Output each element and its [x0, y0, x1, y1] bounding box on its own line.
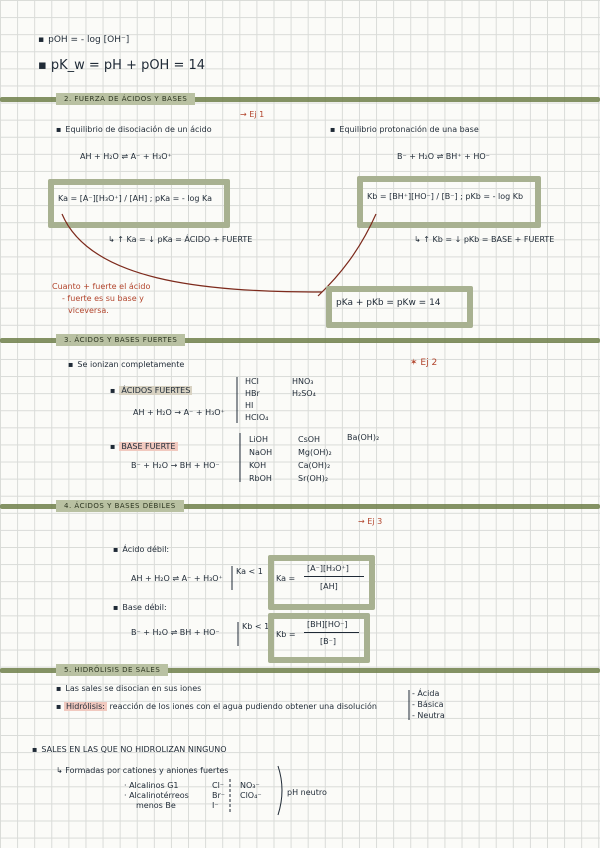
cation-list: · Alcalinos G1 · Alcalinotérreos menos Be — [124, 781, 189, 810]
weak-acid-label: ▪ Ácido débil: — [113, 545, 169, 554]
ka-formula: Ka = [A⁻][H₃O⁺] / [AH] ; pKa = - log Ka — [58, 194, 213, 203]
weak-acid-equation: AH + H₂O ⇌ A⁻ + H₃O⁺ — [131, 574, 223, 583]
weak-acid-condition: Ka < 1 — [236, 567, 263, 576]
strong-acids-list-2: HNO₃ H₂SO₄ — [292, 377, 316, 398]
weak-kb-denominator: [B⁻] — [320, 637, 336, 646]
section-3-title: 3. ÁCIDOS Y BASES FUERTES — [56, 334, 185, 346]
weak-kb-numerator: [BH][HO⁻] — [307, 620, 348, 629]
strength-note-line1: Cuanto + fuerte el ácido — [52, 282, 151, 291]
strong-intro: ▪ Se ionizan completamente — [68, 360, 184, 369]
exercise-ref: → Ej 1 — [240, 110, 265, 119]
non-hydrolyzing-heading: ▪ SALES EN LAS QUE NO HIDROLIZAN NINGUNO — [32, 745, 227, 754]
section-4-title: 4. ÁCIDOS Y BASES DÉBILES — [56, 500, 184, 512]
strong-acids-label: ▪ ÁCIDOS FUERTES — [110, 386, 192, 395]
weak-base-label: ▪ Base débil: — [113, 603, 167, 612]
strong-acids-list: HCl HBr HI HClO₄ — [245, 377, 269, 422]
weak-base-condition: Kb < 1 — [242, 622, 270, 631]
section-5-title: 5. HIDRÓLISIS DE SALES — [56, 664, 168, 676]
strength-note-line2: - fuerte es su base y — [62, 294, 144, 303]
weak-ka-lhs: Ka = — [276, 574, 296, 583]
section-2-title: 2. FUERZA DE ÁCIDOS Y BASES — [56, 93, 195, 105]
fraction-bar — [304, 576, 364, 577]
base-equation: B⁻ + H₂O ⇌ BH⁺ + HO⁻ — [397, 152, 490, 161]
strong-acid-equation: AH + H₂O → A⁻ + H₃O⁺ — [133, 408, 225, 417]
ph-neutral: pH neutro — [287, 788, 327, 797]
strong-base-equation: B⁻ + H₂O → BH + HO⁻ — [131, 461, 220, 470]
exercise-ref: ✶ Ej 2 — [410, 358, 438, 368]
pkw-formula: ▪ pK_w = pH + pOH = 14 — [38, 58, 205, 73]
kb-formula: Kb = [BH⁺][HO⁻] / [B⁻] ; pKb = - log Kb — [367, 192, 524, 201]
solution-types: - Ácida - Básica - Neutra — [412, 689, 445, 720]
pk-sum-formula: pKa + pKb = pKw = 14 — [336, 298, 441, 308]
fraction-bar — [304, 632, 359, 633]
acid-equation: AH + H₂O ⇌ A⁻ + H₃O⁺ — [80, 152, 172, 161]
hydrolysis-definition: ▪ Hidrólisis: reacción de los iones con el agua pudiendo obtener una disolución — [56, 702, 377, 711]
strong-base-label: ▪ BASE FUERTE — [110, 442, 178, 451]
base-protonation-heading: ▪ Equilibrio protonación de una base — [330, 125, 479, 134]
strong-bases-list-2: CsOH Mg(OH)₂ Ca(OH)₂ Sr(OH)₂ — [298, 435, 332, 483]
salts-dissociate: ▪ Las sales se disocian en sus iones — [56, 684, 201, 693]
strong-bases-list-3: Ba(OH)₂ — [347, 433, 380, 442]
formed-by-line: ↳ Formadas por cationes y aniones fuertes — [56, 766, 229, 775]
base-strength-note: ↳ ↑ Kb = ↓ pKb = BASE + FUERTE — [414, 235, 555, 244]
strong-bases-list: LiOH NaOH KOH RbOH — [249, 435, 273, 483]
exercise-ref: → Ej 3 — [358, 517, 383, 526]
anion-list: Cl⁻ Br⁻ I⁻ — [212, 781, 225, 810]
acid-dissociation-heading: ▪ Equilibrio de disociación de un ácido — [56, 125, 212, 134]
weak-ka-denominator: [AH] — [320, 582, 338, 591]
strength-note-line3: viceversa. — [68, 306, 109, 315]
weak-base-equation: B⁻ + H₂O ⇌ BH + HO⁻ — [131, 628, 220, 637]
weak-ka-numerator: [A⁻][H₃O⁺] — [307, 564, 349, 573]
weak-kb-lhs: Kb = — [276, 630, 296, 639]
acid-strength-note: ↳ ↑ Ka = ↓ pKa = ÁCIDO + FUERTE — [108, 235, 253, 244]
anion-list-2: NO₃⁻ ClO₄⁻ — [240, 781, 262, 800]
poh-formula: ▪ pOH = - log [OH⁻] — [38, 35, 129, 45]
